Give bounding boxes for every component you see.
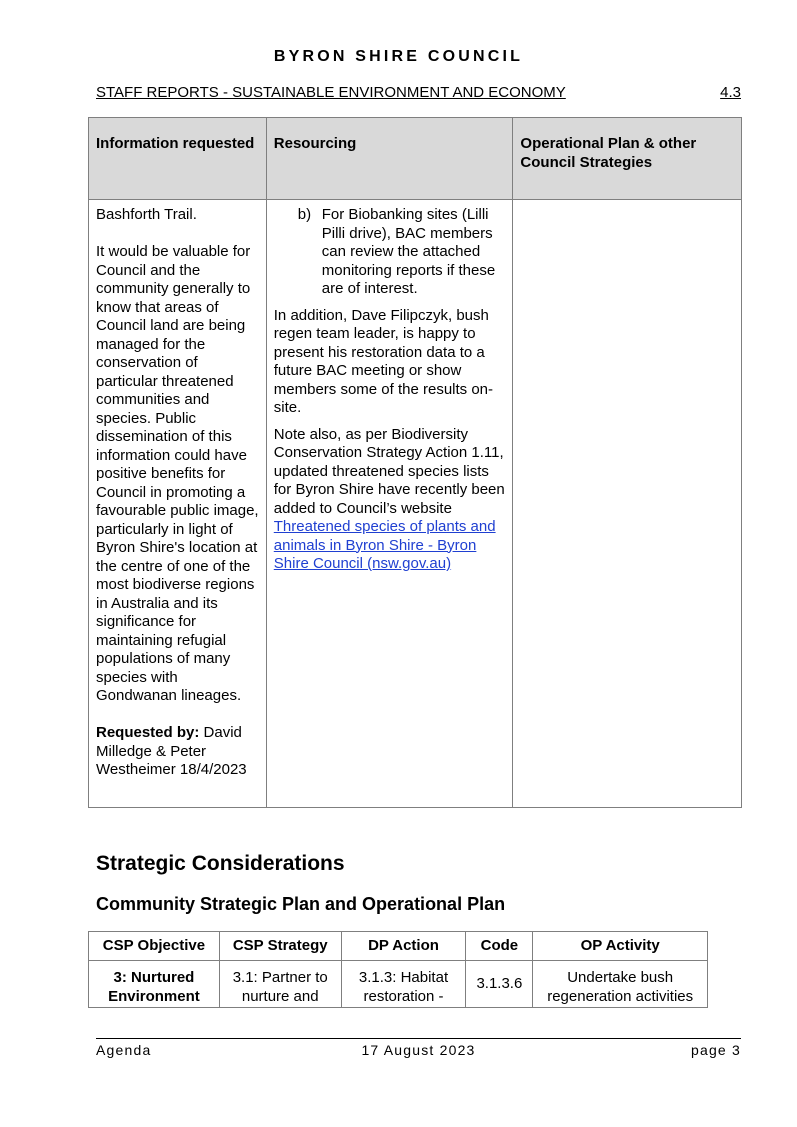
csp-strategy-cell [219, 961, 341, 1008]
csp-table [88, 931, 708, 1008]
csp-header-objective: CSP Objective [89, 932, 220, 961]
table-row [89, 961, 708, 1008]
section-title: STAFF REPORTS - SUSTAINABLE ENVIRONMENT AND ECONOMY [96, 84, 566, 101]
resourcing-cell [266, 200, 513, 808]
footer-date: 17 August 2023 [361, 1042, 476, 1058]
information-request-table [88, 117, 742, 808]
report-section-line [96, 84, 741, 104]
csp-header-row [89, 932, 708, 961]
strategic-considerations-heading: Strategic Considerations [96, 852, 345, 875]
requested-by-label: Requested by: [96, 724, 200, 741]
column-header-resourcing: Resourcing [266, 118, 513, 200]
item-number: 4.3 [720, 84, 741, 101]
list-item-text: For Biobanking sites (Lilli Pilli drive), BAC members can review the attached monitoring reports if these are of interest. [321, 206, 496, 297]
requested-by-value: David Milledge & Peter Westheimer 18/4/2023 [96, 724, 247, 778]
list-marker: b) [297, 206, 312, 223]
op-activity-text: Undertake bush regeneration activities [547, 969, 694, 1005]
csp-objective-cell [89, 961, 220, 1008]
footer-divider [96, 1038, 741, 1039]
info-paragraph: It would be valuable for Council and the community generally to know that areas of Council land are being managed for the conservation of particular threatened communities and species. Public dissemination of this information could have positive benefits for Council in promoting a favourable public image, particularly in light of Byron Shire's location at the centre of one of the most biodiverse regions in Australia and its significance for maintaining refugial populations of many species with Gondwanan lineages. [96, 243, 259, 704]
resourcing-note [274, 426, 506, 574]
resourcing-note-text: Note also, as per Biodiversity Conservation Strategy Action 1.11, updated threatened species lists for Byron Shire have recently been added to Council’s website [273, 425, 505, 517]
csp-header-code: Code [466, 932, 533, 961]
column-header-operational-plan: Operational Plan & other Council Strategies [513, 118, 742, 200]
council-name: BYRON SHIRE COUNCIL [273, 48, 524, 65]
operational-plan-cell [513, 200, 742, 808]
table-header-row [89, 118, 742, 200]
list-item [274, 206, 506, 299]
csp-strategy-text: 3.1: Partner to nurture and [232, 969, 328, 1005]
dp-action-text: 3.1.3: Habitat restoration - [358, 969, 449, 1005]
column-header-information-requested: Information requested [89, 118, 267, 200]
csp-section-heading: Community Strategic Plan and Operational Plan [96, 894, 506, 914]
dp-action-cell [341, 961, 466, 1008]
resourcing-paragraph: In addition, Dave Filipczyk, bush regen team leader, is happy to present his restoration data to a future BAC meeting or show members some of the results on-site. [273, 306, 494, 416]
code-cell: 3.1.3.6 [466, 961, 533, 1008]
csp-header-dp-action: DP Action [341, 932, 466, 961]
info-paragraph: Bashforth Trail. [96, 206, 197, 223]
threatened-species-link[interactable]: Threatened species of plants and animals in Byron Shire - Byron Shire Council (nsw.gov.au) [273, 518, 496, 572]
csp-objective-text: 3: Nurtured Environment [108, 969, 200, 1005]
table-row [89, 200, 742, 808]
page-footer [96, 1042, 741, 1060]
csp-header-strategy: CSP Strategy [219, 932, 341, 961]
information-requested-cell [89, 200, 267, 808]
csp-header-op-activity: OP Activity [533, 932, 708, 961]
footer-agenda: Agenda [96, 1042, 152, 1058]
footer-page-number: page 3 [690, 1042, 741, 1058]
op-activity-cell [533, 961, 708, 1008]
requested-by [96, 724, 259, 780]
